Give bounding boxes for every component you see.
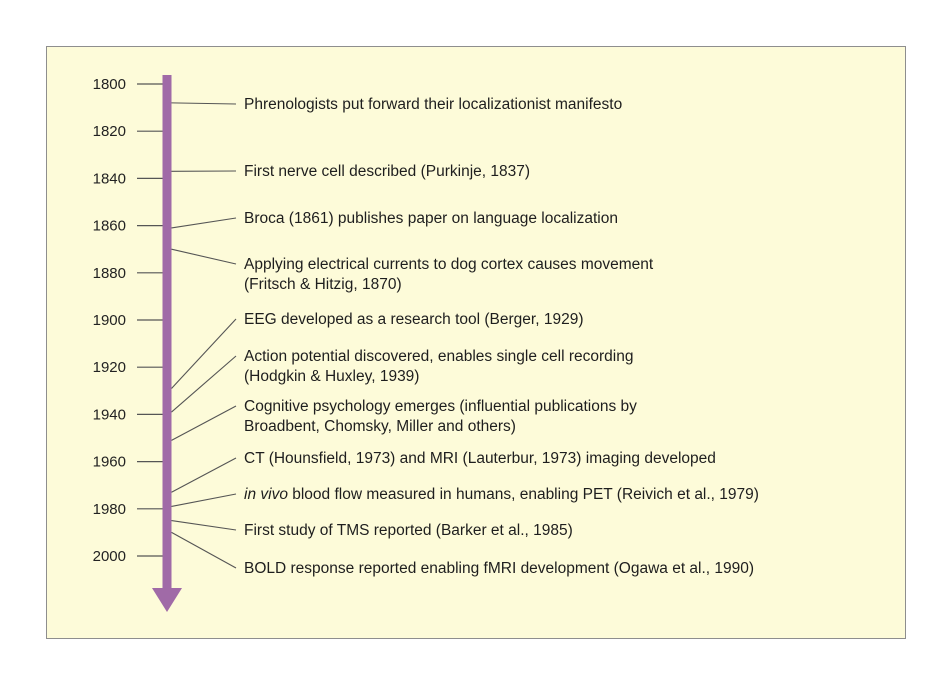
event-leader-line <box>172 458 237 492</box>
timeline-event <box>244 522 573 539</box>
event-description: Cognitive psychology emerges (influential publications by <box>244 398 637 415</box>
timeline-event <box>244 560 754 577</box>
event-description: Broadbent, Chomsky, Miller and others) <box>244 418 516 435</box>
event-description: First study of TMS reported (Barker et al., 1985) <box>244 522 573 539</box>
event-leader-line <box>172 521 237 530</box>
year-label: 1900 <box>92 312 126 329</box>
timeline-event <box>244 256 654 293</box>
event-description: Applying electrical currents to dog cortex causes movement <box>244 256 654 273</box>
event-leader-line <box>172 406 237 440</box>
event-description-rest: blood flow measured in humans, enabling PET (Reivich et al., 1979) <box>287 486 759 503</box>
timeline-event <box>244 450 716 467</box>
event-leader-line <box>172 103 237 104</box>
year-label: 1820 <box>92 123 126 141</box>
event-list <box>244 96 759 577</box>
event-description: CT (Hounsfield, 1973) and MRI (Lauterbur, 1973) imaging developed <box>244 450 716 467</box>
year-label: 1800 <box>92 76 126 93</box>
timeline-arrow-shaft <box>163 75 172 590</box>
event-description: Broca (1861) publishes paper on language localization <box>244 210 618 227</box>
timeline-event <box>244 96 622 113</box>
timeline-arrow <box>152 75 182 612</box>
event-leader-line <box>172 494 237 506</box>
year-label: 1980 <box>92 500 126 518</box>
event-leader-line <box>172 356 237 412</box>
event-leader-line <box>172 319 237 388</box>
event-description: Action potential discovered, enables single cell recording <box>244 348 634 365</box>
year-label: 1940 <box>92 406 126 424</box>
year-label: 1920 <box>92 359 126 377</box>
event-description: BOLD response reported enabling fMRI development (Ogawa et al., 1990) <box>244 560 755 577</box>
event-leader-line <box>172 218 237 228</box>
event-description: Phrenologists put forward their localizationist manifesto <box>244 96 623 113</box>
year-label: 1880 <box>92 264 126 282</box>
year-label: 1840 <box>92 170 126 188</box>
timeline-event <box>244 163 530 180</box>
event-leader-line <box>172 249 237 264</box>
year-label: 1860 <box>92 217 126 235</box>
timeline-event <box>244 486 759 503</box>
timeline-arrow-head <box>152 588 182 612</box>
year-axis <box>93 76 163 565</box>
event-description-italic: in vivo <box>244 486 288 503</box>
event-leader-lines <box>172 103 237 568</box>
event-leader-line <box>172 532 237 568</box>
event-description: (Fritsch & Hitzig, 1870) <box>244 276 402 293</box>
event-description: First nerve cell described (Purkinje, 1837) <box>244 163 531 180</box>
timeline-event <box>244 311 583 328</box>
timeline-event <box>244 210 618 227</box>
event-description: EEG developed as a research tool (Berger, 1929) <box>244 311 584 328</box>
event-description: (Hodgkin & Huxley, 1939) <box>244 368 420 385</box>
event-description <box>244 486 759 503</box>
year-label: 2000 <box>92 548 126 565</box>
timeline-event <box>244 348 633 385</box>
year-label: 1960 <box>92 453 126 471</box>
timeline-event <box>244 398 637 435</box>
